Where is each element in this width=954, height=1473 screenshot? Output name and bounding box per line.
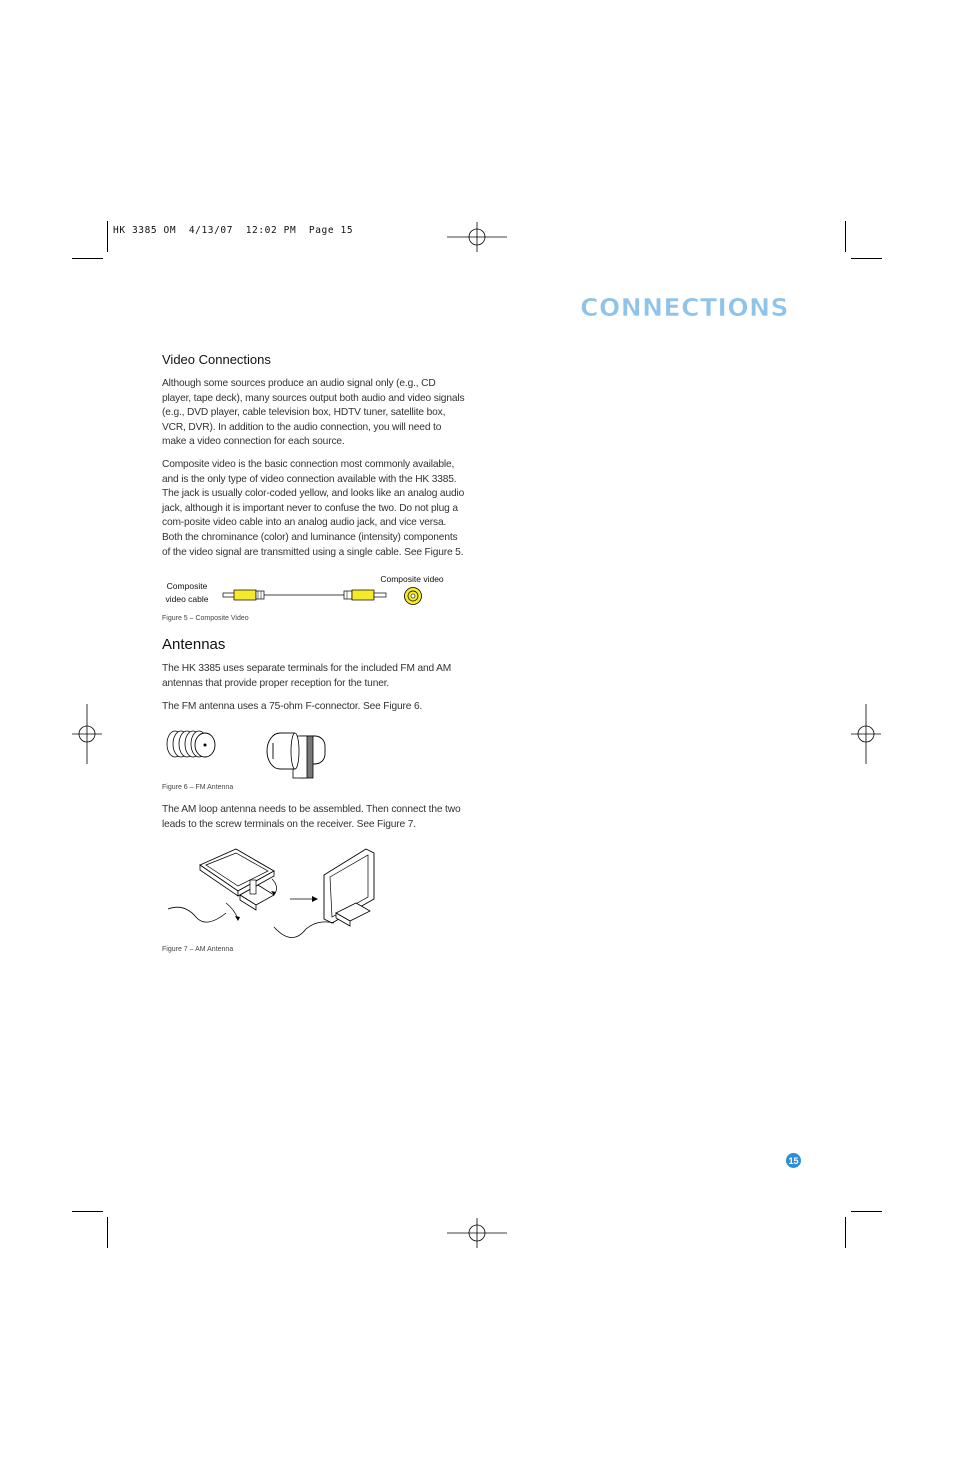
figure5-label-jack: Composite video <box>380 574 444 584</box>
registration-mark-top <box>447 222 507 252</box>
figure5-caption: Figure 5 – Composite Video <box>162 615 249 622</box>
figure5-label-cable: Composite video cable <box>165 581 209 604</box>
registration-mark-bottom <box>447 1218 507 1248</box>
fm-antenna-illustration <box>163 727 333 783</box>
video-paragraph-2: Composite video is the basic connection most commonly available, and is the only type of video connection available with the HK 3385. The jack is usually color-coded yellow, and looks like an analog audio jack, although it is important never to confuse the two. Do not plug a com-posite video cable into an analog audio jack, and vice versa. Both the chrominance (color) and luminance (intensity) components of the video signal are transmitted using a single cable. See Figure 5. <box>162 459 465 558</box>
video-paragraph-1: Although some sources produce an audio signal only (e.g., CD player, tape deck), many sources output both audio and video signals (e.g., DVD player, cable television box, HDTV tuner, satellite box, VCR, DVR). In addition to the audio connection, you will need to make a video connection for each source. <box>162 378 465 448</box>
antennas-paragraph-1: The HK 3385 uses separate terminals for the included FM and AM antennas that provide proper reception for the tuner. <box>162 663 452 689</box>
antennas-heading: Antennas <box>162 636 226 653</box>
section-title: CONNECTIONS <box>580 293 789 322</box>
registration-mark-right <box>851 704 881 764</box>
page-number-badge: 15 <box>786 1153 801 1168</box>
figure6-caption: Figure 6 – FM Antenna <box>162 784 234 791</box>
antennas-paragraph-2: The FM antenna uses a 75-ohm F-connector. See Figure 6. <box>162 701 423 712</box>
composite-cable-illustration <box>220 584 450 612</box>
print-slug: HK 3385 OM 4/13/07 12:02 PM Page 15 <box>113 225 354 236</box>
video-connections-heading: Video Connections <box>162 352 271 367</box>
antennas-paragraph-3: The AM loop antenna needs to be assembled. Then connect the two leads to the screw terminals on the receiver. See Figure 7. <box>162 804 461 830</box>
registration-mark-left <box>72 704 102 764</box>
am-antenna-illustration <box>166 843 386 945</box>
figure7-caption: Figure 7 – AM Antenna <box>162 946 234 953</box>
